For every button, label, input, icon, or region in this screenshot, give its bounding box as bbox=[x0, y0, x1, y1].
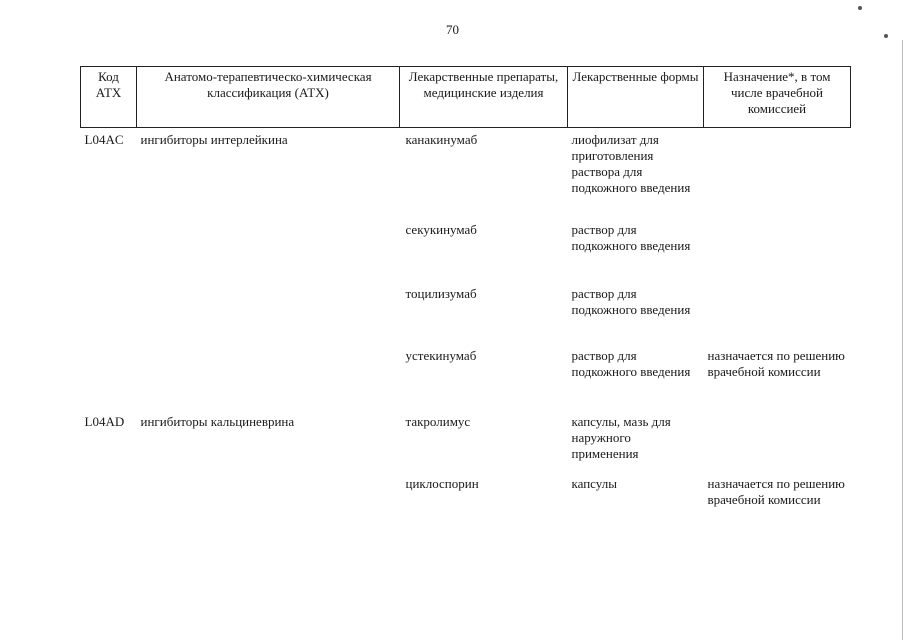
drug-form: раствор для подкожного введения bbox=[571, 285, 691, 317]
atx-table bbox=[80, 66, 851, 536]
drug-assignment bbox=[704, 222, 851, 286]
header-classification: Анатомо-терапевтическо-химическая классификация (АТХ) bbox=[137, 67, 400, 128]
drug-assignment bbox=[704, 414, 851, 476]
table-row bbox=[81, 286, 851, 348]
table-row bbox=[81, 476, 851, 536]
drug-name: тоцилизумаб bbox=[405, 285, 477, 301]
scan-dot-mark bbox=[884, 34, 888, 38]
header-forms: Лекарственные формы bbox=[568, 67, 704, 128]
drug-name: циклоспорин bbox=[405, 475, 479, 491]
drug-name: такролимус bbox=[405, 413, 471, 429]
atx-classification: ингибиторы кальциневрина bbox=[140, 413, 295, 429]
scan-edge-line bbox=[902, 40, 903, 640]
header-assignment: Назначение*, в том числе врачебной комиссией bbox=[704, 67, 851, 128]
drug-assignment: назначается по решению врачебной комиссии bbox=[707, 347, 845, 379]
table-row bbox=[81, 348, 851, 414]
drug-form: лиофилизат для приготовления раствора для подкожного введения bbox=[571, 132, 691, 195]
drug-assignment bbox=[704, 286, 851, 348]
drug-assignment: назначается по решению врачебной комиссии bbox=[707, 475, 845, 507]
drug-name: канакинумаб bbox=[405, 132, 478, 147]
atx-classification: ингибиторы интерлейкина bbox=[140, 132, 288, 147]
table-row bbox=[81, 222, 851, 286]
header-code: Код АТХ bbox=[81, 67, 137, 128]
drug-name: секукинумаб bbox=[405, 221, 477, 237]
atx-code: L04AC bbox=[84, 132, 124, 147]
drug-name: устекинумаб bbox=[405, 347, 477, 363]
table-row bbox=[81, 128, 851, 222]
scan-dot-mark bbox=[858, 6, 862, 10]
page-number: 70 bbox=[446, 22, 459, 37]
drug-form: раствор для подкожного введения bbox=[571, 221, 691, 253]
table-header-row bbox=[81, 67, 851, 128]
table-row bbox=[81, 414, 851, 476]
drug-form: раствор для подкожного введения bbox=[571, 347, 691, 379]
header-drugs: Лекарственные препараты, медицинские изделия bbox=[400, 67, 568, 128]
drug-form: капсулы, мазь для наружного применения bbox=[571, 413, 671, 461]
atx-code: L04AD bbox=[84, 413, 125, 429]
drug-assignment bbox=[704, 128, 851, 222]
drug-form: капсулы bbox=[571, 475, 617, 491]
